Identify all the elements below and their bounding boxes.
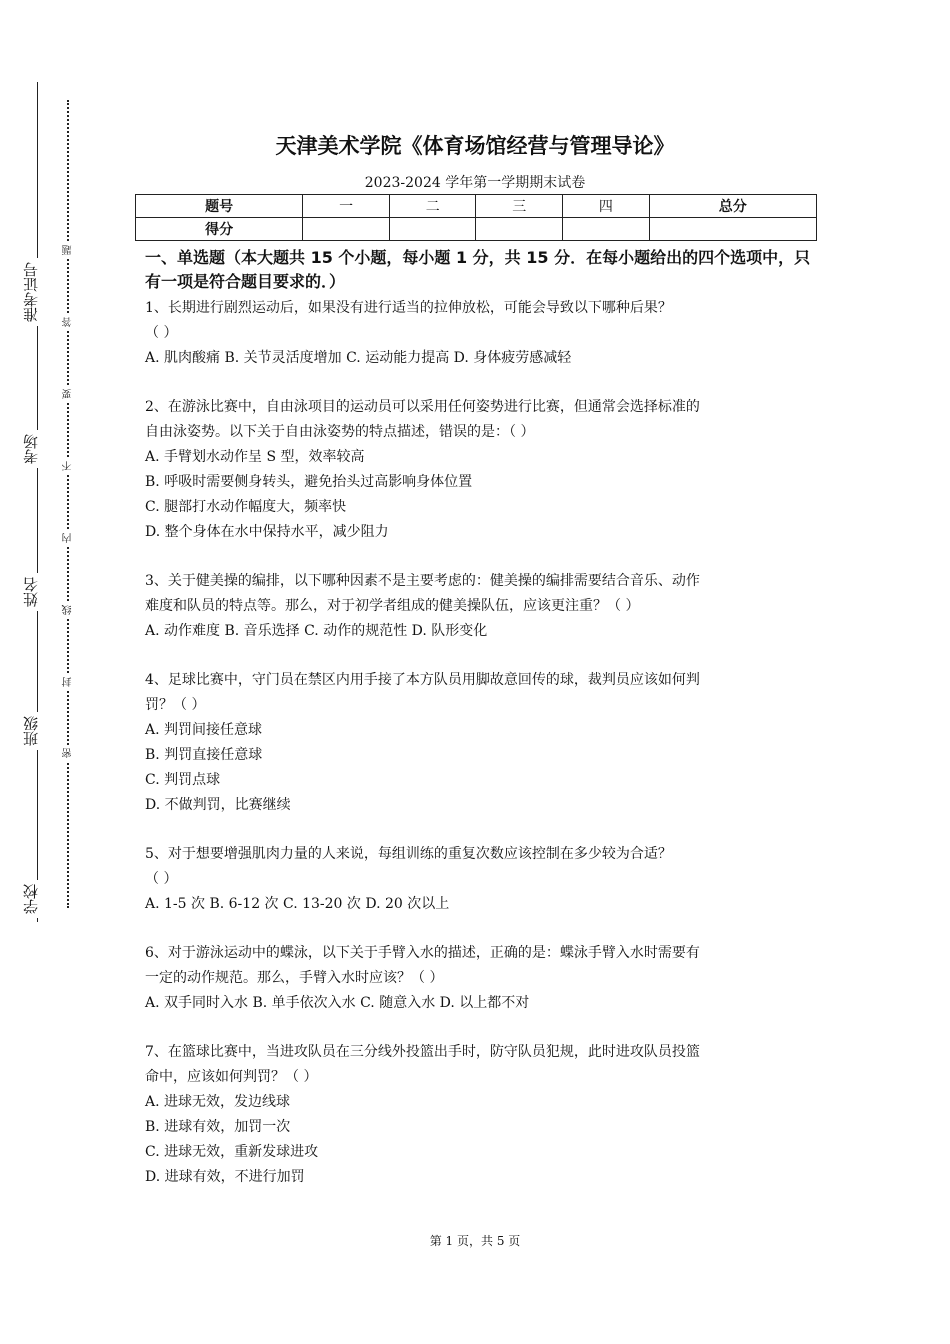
score-header-cell: 题号 <box>136 195 303 218</box>
question-line: 自由泳姿势。以下关于自由泳姿势的特点描述，错误的是：（ ） <box>145 424 535 440</box>
question-line: 5、对于想要增强肌肉力量的人来说，每组训练的重复次数应该控制在多少较为合适？ <box>145 846 672 862</box>
school-field-label: 学校 <box>20 880 41 918</box>
seal-char: 封 <box>61 674 76 690</box>
score-cell[interactable] <box>303 218 390 241</box>
question-line: 1、长期进行剧烈运动后，如果没有进行适当的拉伸放松，可能会导致以下哪种后果？ <box>145 300 672 316</box>
seal-char: 不 <box>61 458 76 474</box>
score-header-cell: 四 <box>563 195 650 218</box>
question-line: （ ） <box>145 871 178 887</box>
question-line: 难度和队员的特点等。那么，对于初学者组成的健美操队伍，应该更注重？（ ） <box>145 598 640 614</box>
section-heading: 一、单选题（本大题共 15 个小题，每小题 1 分，共 15 分．在每小题给出的四个选项中，只有一项是符合题目要求的．） <box>145 248 811 291</box>
question-line: 7、在篮球比赛中，当进攻队员在三分线外投篮出手时，防守队员犯规，此时进攻队员投篮 <box>145 1044 700 1060</box>
question-item <box>145 842 815 917</box>
question-line: A. 双手同时入水 B. 单手依次入水 C. 随意入水 D. 以上都不对 <box>145 995 530 1011</box>
question-item <box>145 296 815 371</box>
question-line: C. 判罚点球 <box>145 772 221 788</box>
score-header-cell: 三 <box>476 195 563 218</box>
seal-char: 线 <box>61 602 76 618</box>
question-line: B. 进球有效，加罚一次 <box>145 1119 291 1135</box>
score-cell[interactable] <box>563 218 650 241</box>
question-list <box>145 296 815 1214</box>
question-item <box>145 395 815 545</box>
seal-char: 答 <box>61 314 76 330</box>
question-line: A. 动作难度 B. 音乐选择 C. 动作的规范性 D. 队形变化 <box>145 623 488 639</box>
seal-char: 内 <box>61 530 76 546</box>
question-line: B. 判罚直接任意球 <box>145 747 263 763</box>
exam-title: 天津美术学院《体育场馆经营与管理导论》 <box>275 134 675 158</box>
page-footer: 第 1 页，共 5 页 <box>429 1234 521 1248</box>
seal-char: 要 <box>61 386 76 402</box>
question-line: A. 1-5 次 B. 6-12 次 C. 13-20 次 D. 20 次以上 <box>145 896 450 912</box>
score-table-header-row <box>136 195 817 218</box>
question-line: A. 手臂划水动作呈 S 型，效率较高 <box>145 449 365 465</box>
question-line: 3、关于健美操的编排，以下哪种因素不是主要考虑的：健美操的编排需要结合音乐、动作 <box>145 573 700 589</box>
question-line: D. 整个身体在水中保持水平，减少阻力 <box>145 524 389 540</box>
score-cell[interactable] <box>389 218 476 241</box>
question-item <box>145 668 815 818</box>
seal-char: 密 <box>61 745 76 761</box>
exam-room-field-label: 考场 <box>20 430 41 468</box>
score-cell[interactable] <box>649 218 816 241</box>
score-header-cell: 二 <box>389 195 476 218</box>
question-line: （ ） <box>145 325 178 341</box>
question-line: B. 呼吸时需要侧身转头，避免抬头过高影响身体位置 <box>145 474 473 490</box>
admission-number-field-label: 准考证号 <box>20 258 41 326</box>
seal-dotted-line <box>67 100 69 908</box>
question-item <box>145 1040 815 1190</box>
binding-line <box>37 82 38 922</box>
question-line: 6、对于游泳运动中的蝶泳，以下关于手臂入水的描述，正确的是：蝶泳手臂入水时需要有 <box>145 945 700 961</box>
question-line: A. 判罚间接任意球 <box>145 722 263 738</box>
question-line: A. 肌肉酸痛 B. 关节灵活度增加 C. 运动能力提高 D. 身体疲劳感减轻 <box>145 350 572 366</box>
question-line: 4、足球比赛中，守门员在禁区内用手接了本方队员用脚故意回传的球，裁判员应该如何判 <box>145 672 700 688</box>
score-header-cell: 总分 <box>649 195 816 218</box>
score-table-score-row <box>136 218 817 241</box>
question-line: 一定的动作规范。那么，手臂入水时应该？（ ） <box>145 970 444 986</box>
question-line: A. 进球无效，发边线球 <box>145 1094 291 1110</box>
question-line: 罚？（ ） <box>145 697 206 713</box>
question-line: C. 腿部打水动作幅度大，频率快 <box>145 499 347 515</box>
name-field-label: 姓名 <box>20 573 41 611</box>
question-line: D. 不做判罚，比赛继续 <box>145 797 291 813</box>
exam-subtitle: 2023-2024 学年第一学期期末试卷 <box>364 175 586 191</box>
question-line: C. 进球无效，重新发球进攻 <box>145 1144 319 1160</box>
question-item <box>145 569 815 644</box>
score-table <box>135 194 817 241</box>
score-row-label: 得分 <box>136 218 303 241</box>
question-item <box>145 941 815 1016</box>
question-line: 2、在游泳比赛中，自由泳项目的运动员可以采用任何姿势进行比赛，但通常会选择标准的 <box>145 399 700 415</box>
class-field-label: 班级 <box>20 712 41 750</box>
score-cell[interactable] <box>476 218 563 241</box>
seal-char: 题 <box>61 242 76 258</box>
question-line: D. 进球有效，不进行加罚 <box>145 1169 305 1185</box>
score-header-cell: 一 <box>303 195 390 218</box>
question-line: 命中，应该如何判罚？（ ） <box>145 1069 318 1085</box>
